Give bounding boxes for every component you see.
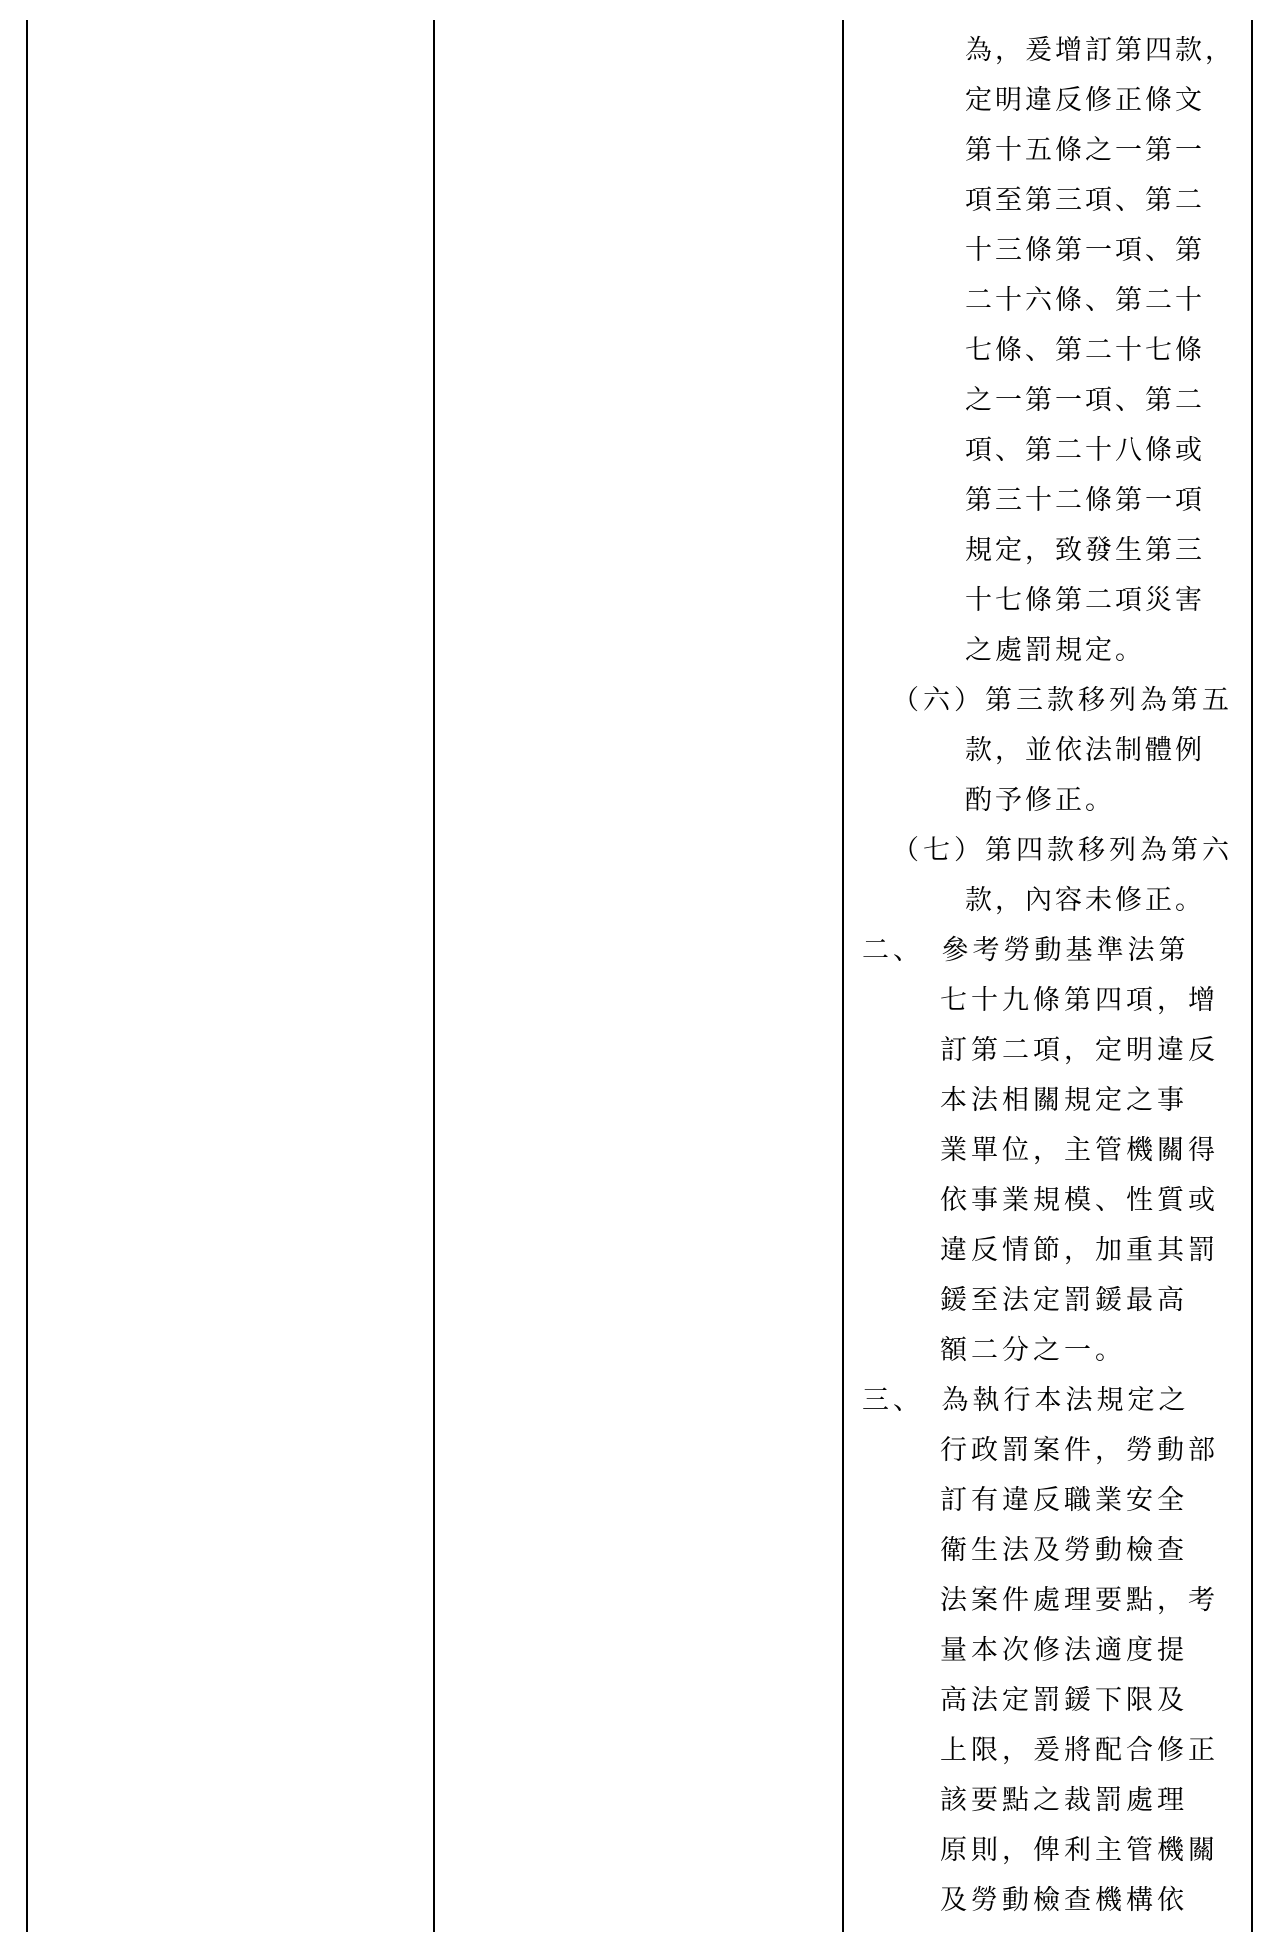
explanation-line: 訂第二項，定明違反 [940,1035,1219,1066]
explanation-line: 該要點之裁罰處理 [940,1785,1188,1816]
explanation-line: 之一第一項、第二 [965,385,1205,416]
explanation-line: 三、 為執行本法規定之 [862,1385,1190,1416]
explanation-line: 七條、第二十七條 [965,335,1205,366]
explanation-line: 十七條第二項災害 [965,585,1205,616]
explanation-line: 違反情節，加重其罰 [940,1235,1219,1266]
explanation-line: 衛生法及勞動檢查 [940,1535,1188,1566]
explanation-line: 訂有違反職業安全 [940,1485,1188,1516]
explanation-line: 為，爰增訂第四款， [965,35,1235,66]
explanation-line: 第十五條之一第一 [965,135,1205,166]
explanation-line: 款，內容未修正。 [965,885,1205,916]
explanation-line: 項至第三項、第二 [965,185,1205,216]
explanation-line: 二、 參考勞動基準法第 [862,935,1190,966]
explanation-line: 量本次修法適度提 [940,1635,1188,1666]
explanation-line: 鍰至法定罰鍰最高 [940,1285,1188,1316]
explanation-line: 本法相關規定之事 [940,1085,1188,1116]
explanation-line: 原則，俾利主管機關 [940,1835,1219,1866]
explanation-line: （六）第三款移列為第五 [892,685,1233,716]
explanation-line: 第三十二條第一項 [965,485,1205,516]
explanation-line: 及勞動檢查機構依 [940,1885,1188,1916]
explanation-line: （七）第四款移列為第六 [892,835,1233,866]
explanation-line: 款，並依法制體例 [965,735,1205,766]
explanation-line: 上限，爰將配合修正 [940,1735,1219,1766]
explanation-line: 項、第二十八條或 [965,435,1205,466]
explanation-line: 額二分之一。 [940,1335,1126,1366]
explanation-line: 七十九條第四項，增 [940,985,1219,1016]
explanation-line: 之處罰規定。 [965,635,1145,666]
explanation-line: 規定，致發生第三 [965,535,1205,566]
explanation-line: 法案件處理要點，考 [940,1585,1219,1616]
explanation-line: 行政罰案件，勞動部 [940,1435,1219,1466]
explanation-line: 依事業規模、性質或 [940,1185,1219,1216]
explanation-line: 定明違反修正條文 [965,85,1205,116]
explanation-line: 十三條第一項、第 [965,235,1205,266]
explanation-line: 高法定罰鍰下限及 [940,1685,1188,1716]
explanation-line: 酌予修正。 [965,785,1115,816]
explanation-line: 業單位，主管機關得 [940,1135,1219,1166]
explanation-line: 二十六條、第二十 [965,285,1205,316]
